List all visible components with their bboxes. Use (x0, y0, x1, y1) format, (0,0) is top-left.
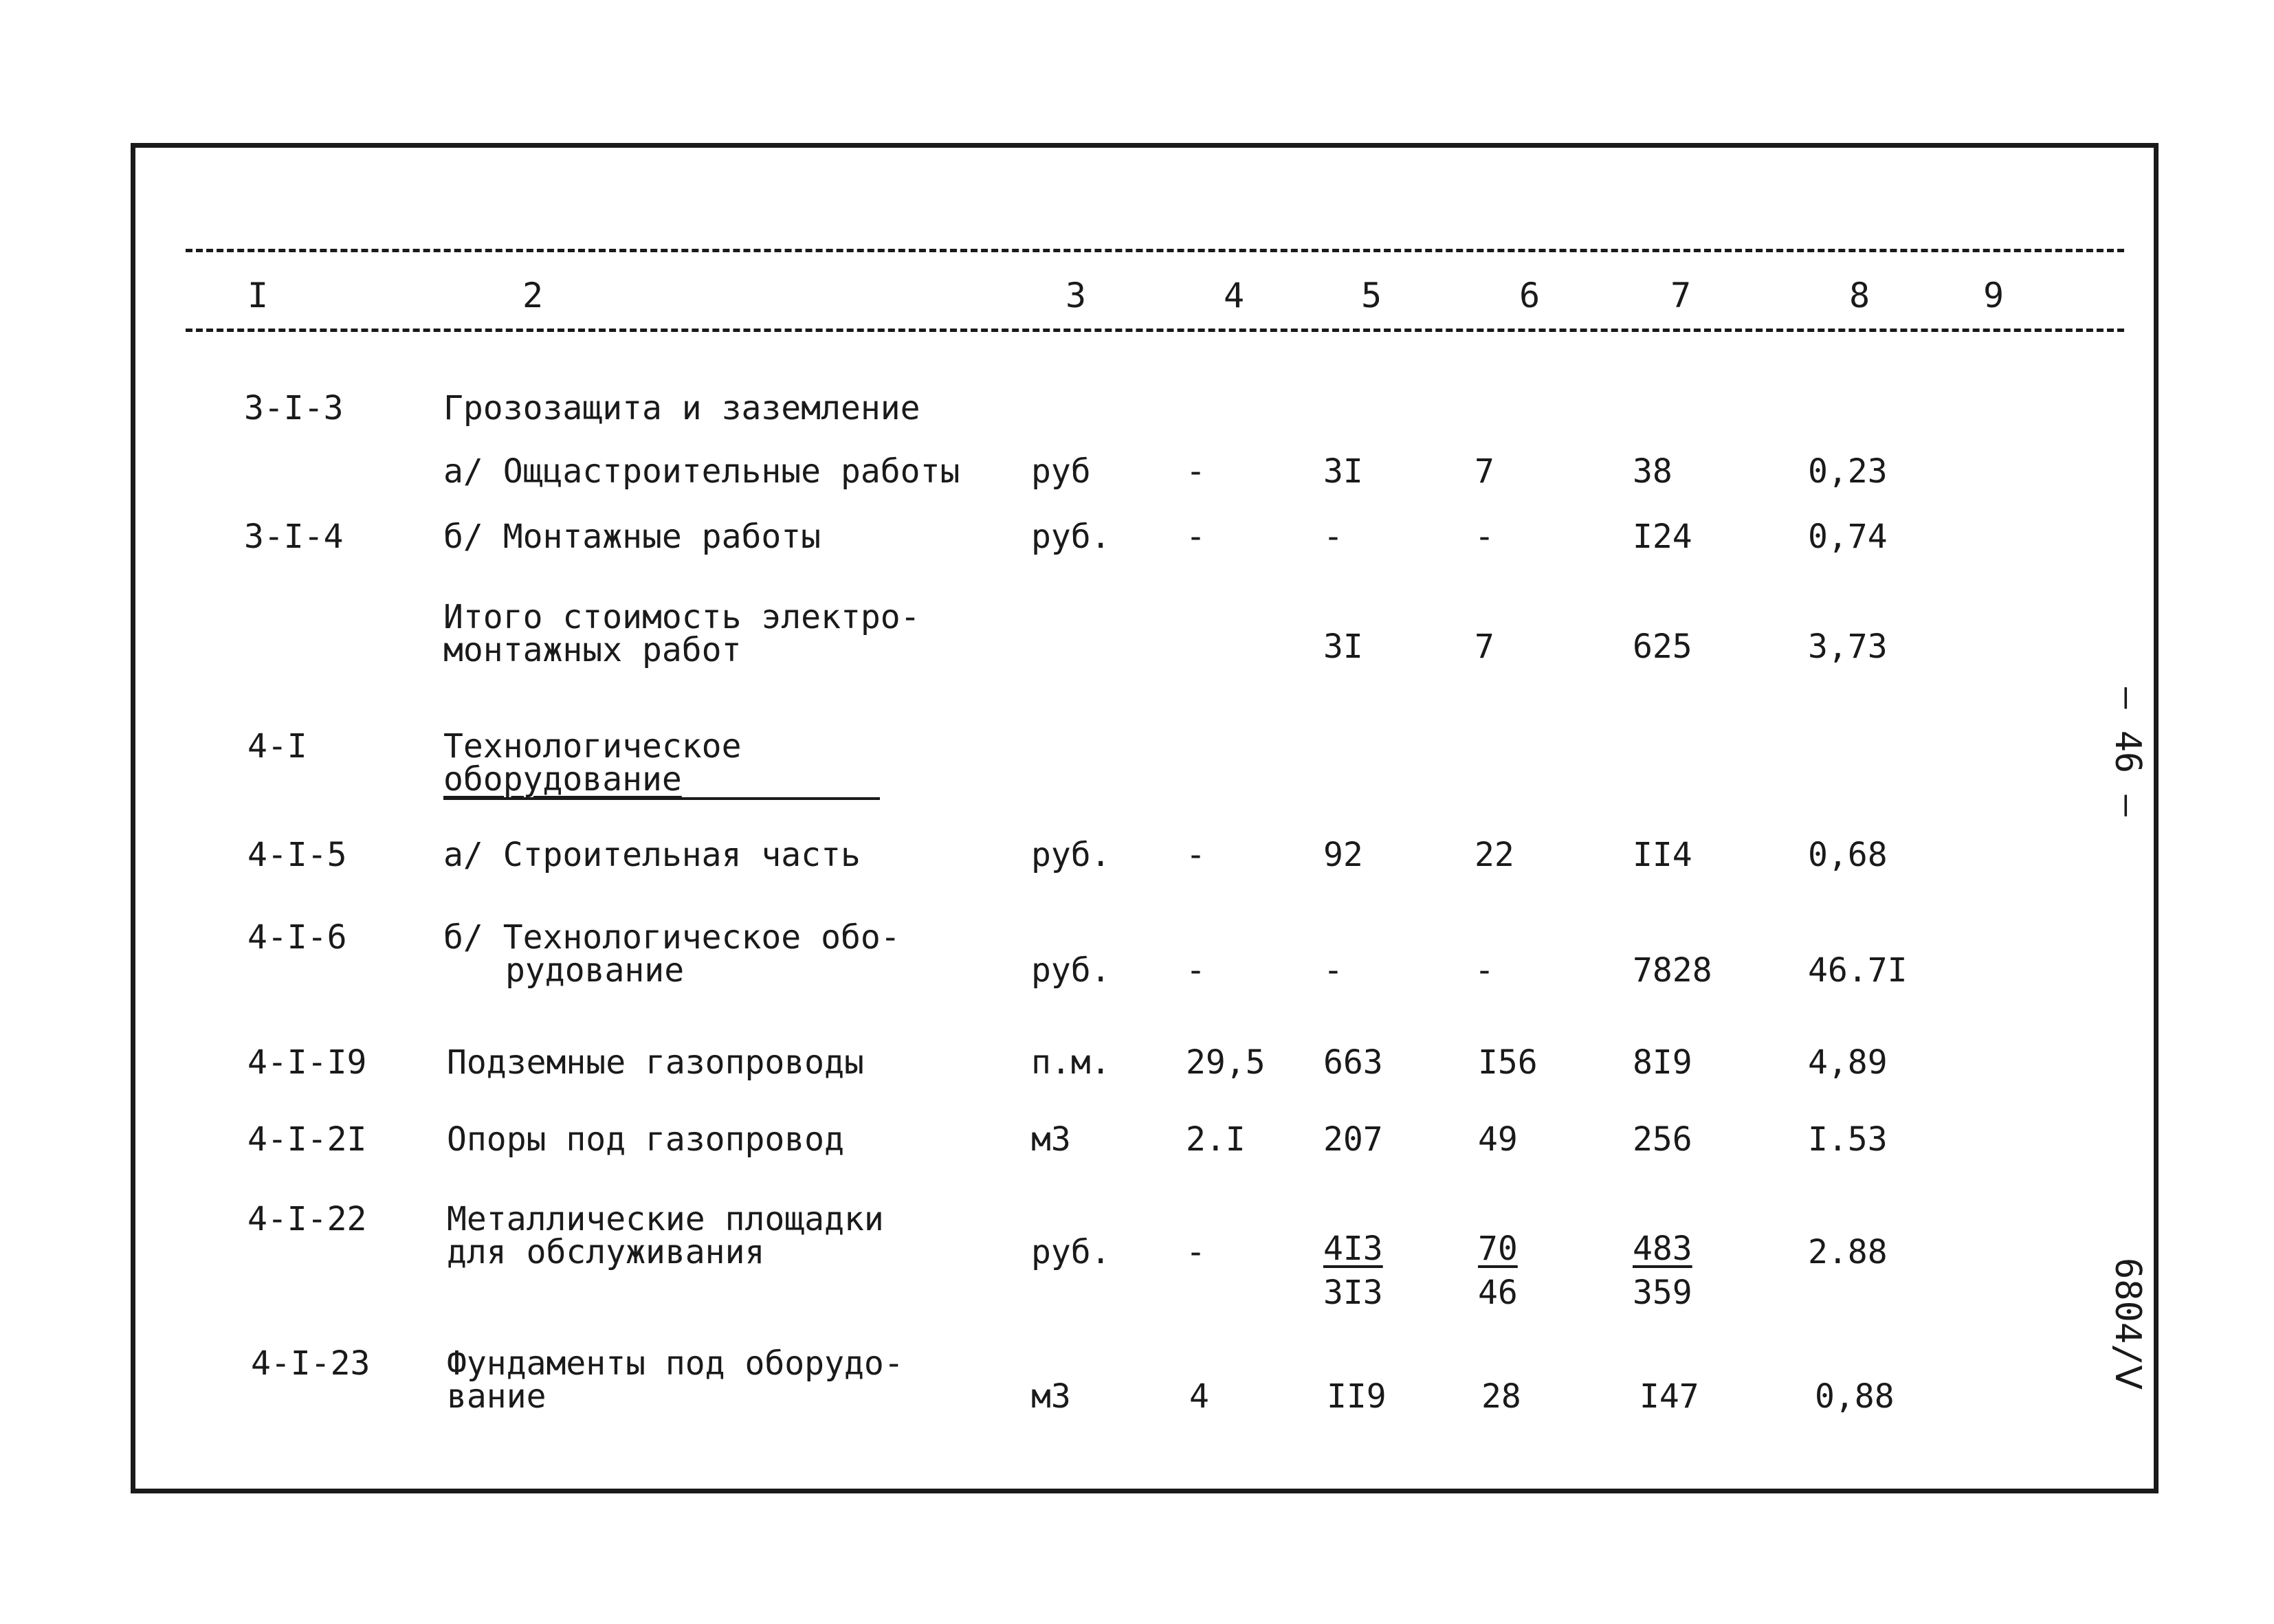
fraction-numerator: 483 (1633, 1230, 1692, 1268)
row-col4: - (1186, 452, 1206, 491)
row-col6: 7 (1475, 627, 1494, 666)
row-col5: 3I (1323, 627, 1363, 666)
row-col4: - (1186, 518, 1206, 556)
row-col5: 92 (1323, 836, 1363, 874)
col-header-9: 9 (1983, 276, 2005, 315)
row-col8: 0,88 (1815, 1377, 1895, 1416)
row-col5-fraction (1323, 1227, 1383, 1315)
row-name-line2: для обслуживания (447, 1233, 765, 1271)
section-underline (443, 797, 880, 800)
row-name: Опоры под газопровод (447, 1120, 844, 1159)
row-name-line2: вание (447, 1377, 547, 1416)
row-col8: 3,73 (1808, 627, 1888, 666)
row-col6: - (1475, 518, 1494, 556)
row-code: 4-I-6 (247, 918, 347, 957)
row-code: 4-I-2I (247, 1120, 367, 1159)
row-name-line2: рудование (505, 951, 685, 990)
row-col6: I56 (1478, 1043, 1538, 1082)
row-col4: - (1186, 836, 1206, 874)
fraction-denominator: 3I3 (1323, 1273, 1383, 1312)
row-unit: руб (1031, 452, 1091, 491)
row-name: а/ Строительная часть (443, 836, 861, 874)
row-col5: 3I (1323, 452, 1363, 491)
row-code: 3-I-4 (244, 518, 344, 556)
row-col8: I.53 (1808, 1120, 1888, 1159)
row-col4: 29,5 (1186, 1043, 1266, 1082)
row-name: б/ Монтажные работы (443, 518, 821, 556)
row-unit: руб. (1031, 518, 1111, 556)
page-number: — 46 — (2107, 687, 2148, 816)
row-col5: 663 (1323, 1043, 1383, 1082)
col-header-6: 6 (1519, 276, 1541, 315)
row-unit: п.м. (1031, 1043, 1111, 1082)
row-col4: 2.I (1186, 1120, 1246, 1159)
row-col8: 0,68 (1808, 836, 1888, 874)
row-name-line1: Фундаменты под оборудо- (447, 1344, 904, 1383)
row-name: а/ Ощцастроительные работы (443, 452, 960, 491)
row-name-line2: монтажных работ (443, 631, 742, 669)
row-col7: 7828 (1633, 951, 1712, 990)
row-col8: 0,23 (1808, 452, 1888, 491)
row-col7: II4 (1633, 836, 1692, 874)
fraction-denominator: 359 (1633, 1273, 1692, 1312)
fraction-denominator: 46 (1478, 1273, 1518, 1312)
row-col7: 625 (1633, 627, 1692, 666)
row-col5: II9 (1327, 1377, 1387, 1416)
col-header-7: 7 (1670, 276, 1692, 315)
row-unit: м3 (1031, 1377, 1071, 1416)
row-col6: - (1475, 951, 1494, 990)
col-header-2: 2 (522, 276, 544, 315)
row-name-line1: б/ Технологическое обо- (443, 918, 901, 957)
row-unit: руб. (1031, 836, 1111, 874)
row-col8: 0,74 (1808, 518, 1888, 556)
row-name: Грозозащита и заземление (443, 389, 920, 427)
col-header-1: I (247, 276, 269, 315)
col-header-8: 8 (1848, 276, 1870, 315)
fraction-numerator: 4I3 (1323, 1230, 1383, 1268)
document-frame (131, 143, 2159, 1493)
row-col8: 46.7I (1808, 951, 1908, 990)
row-col4: - (1186, 1233, 1206, 1271)
row-col6: 28 (1481, 1377, 1521, 1416)
row-col6: 22 (1475, 836, 1514, 874)
header-bottom-rule (186, 329, 2124, 332)
row-col8: 4,89 (1808, 1043, 1888, 1082)
row-col5: - (1323, 951, 1343, 990)
row-col7: 38 (1633, 452, 1673, 491)
row-col7: I24 (1633, 518, 1692, 556)
row-col6: 7 (1475, 452, 1494, 491)
row-col7: 8I9 (1633, 1043, 1692, 1082)
col-header-4: 4 (1223, 276, 1245, 315)
col-header-3: 3 (1065, 276, 1087, 315)
row-unit: руб. (1031, 1233, 1111, 1271)
row-col7: 256 (1633, 1120, 1692, 1159)
row-code: 4-I-I9 (247, 1043, 367, 1082)
row-code: 4-I-22 (247, 1200, 367, 1238)
section-title-line2: оборудование (443, 760, 682, 799)
section-code: 4-I (247, 727, 307, 766)
row-name-line1: Металлические площадки (447, 1200, 884, 1238)
row-col4: - (1186, 951, 1206, 990)
fraction-numerator: 70 (1478, 1230, 1518, 1268)
document-code: 6804/Ⅴ (2107, 1258, 2148, 1390)
row-code: 4-I-23 (251, 1344, 371, 1383)
row-col6: 49 (1478, 1120, 1518, 1159)
row-col7: I47 (1640, 1377, 1699, 1416)
row-code: 3-I-3 (244, 389, 344, 427)
row-name: Подземные газопроводы (447, 1043, 864, 1082)
row-code: 4-I-5 (247, 836, 347, 874)
section-title-line1: Технологическое (443, 727, 742, 766)
row-col5: - (1323, 518, 1343, 556)
row-name-line1: Итого стоимость электро- (443, 598, 920, 636)
header-top-rule (186, 249, 2124, 252)
row-unit: м3 (1031, 1120, 1071, 1159)
row-col7-fraction (1633, 1227, 1692, 1315)
row-unit: руб. (1031, 951, 1111, 990)
row-col5: 207 (1323, 1120, 1383, 1159)
row-col4: 4 (1189, 1377, 1209, 1416)
row-col8: 2.88 (1808, 1233, 1888, 1271)
row-col6-fraction (1478, 1227, 1518, 1315)
col-header-5: 5 (1360, 276, 1382, 315)
